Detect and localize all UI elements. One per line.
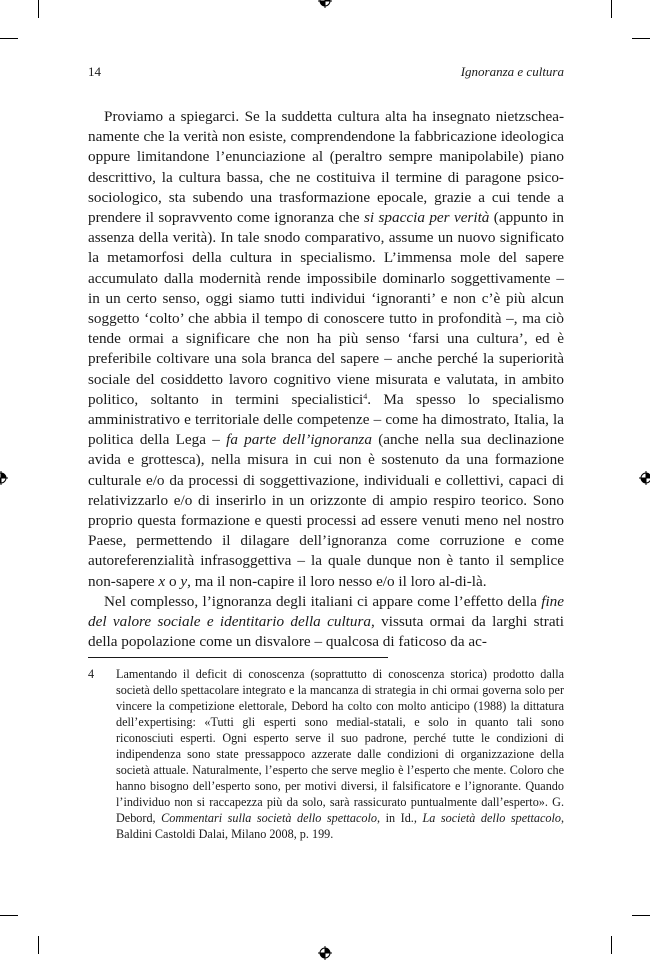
registration-mark-icon (318, 946, 332, 960)
running-title: Ignoranza e cultura (460, 64, 564, 79)
text-run: (appunto in assenza della verità). In tale snodo comparativo, assume un nuovo significato la metamorfosi della cultura in specialismo. L’immensa mole del sapere accumulato dalla modernità rende impossibile dominarlo soggettivamente – in un certo senso, oggi siamo tutti individui ‘ignoranti’ e non c’è più alcun soggetto ‘colto’ che abbia il tempo di conoscere tutto in profondità –, ma ciò tende ormai a significare che non ha più senso ‘farsi una cultura’, ed è preferibile coltivare una sola branca del sapere – anche perché la superiorità sociale del cosiddetto lavoro cognitivo viene misurata e valutata, in ambito politico, soltanto in termini specialistici (88, 209, 564, 408)
footnote-separator (88, 657, 388, 658)
text-run: (anche nella sua declinazione avida e grottesca), nella misura in cui non è sostenuto da una formazione culturale e/o da processi di soggettivazione, individuali e collettivi, capaci di relativizzarlo e/o di inserirlo in un orizzonte di ampio respiro teorico. Sono proprio questa formazione e questi processi ad essere venuti meno nel nostro Paese, permettendo il dilagare dell’ignoranza come corruzione e come autoreferenzialità infrasoggettiva – la quale dunque non è tanto il semplice non-sapere (88, 431, 565, 590)
paragraph (88, 107, 564, 592)
crop-mark (611, 0, 612, 18)
text-run: Lamentando il deficit di conoscenza (soprattutto di conoscenza storica) prodotto dalla società dello spettacolare integrato e la mancanza di strategia in chi ormai governa solo per vincere la competizione elettorale, Debord ha colto con molto anticipo (1988) la dittatura dell’expertising: «Tutti gli esperti sono medial-statali, e solo in quanto tali sono riconosciuti esperti. Ogni esperto serve il suo padrone, perché tutte le condizioni di indipendenza sono state pressappoco azzerate dalle condizioni di organizzazione della società attuale. Naturalmente, l’esperto che serve meglio è l’esperto che mente. Coloro che hanno bisogno dell’esperto sono, per motivi diversi, il falsificatore e l’ignorante. Quando l’individuo non si raccapezza più da solo, sarà rassicurato puntualmente dall’esperto». G. Debord, (116, 667, 564, 825)
page-number: 14 (88, 64, 101, 79)
footnote-number: 4 (88, 667, 95, 681)
italic-run: fa parte dell’ignoranza (226, 431, 372, 449)
registration-mark-icon (318, 0, 332, 8)
crop-mark (38, 936, 39, 954)
italic-run: si spaccia per verità (364, 209, 490, 227)
italic-run: x (158, 572, 166, 590)
italic-run: Commentari sulla società dello spettacolo (161, 811, 377, 825)
footnote-reference[interactable]: 4 (363, 391, 368, 401)
text-run: , vissuta ormai da larghi strati della popolazione come un disvalore – qualcosa di faticoso da ac- (88, 613, 564, 651)
text-run: , ma il non-capire il loro nesso e/o il loro al-di-là. (187, 572, 487, 590)
body-text (88, 107, 564, 652)
text-run: o (165, 572, 181, 590)
crop-mark (0, 38, 18, 39)
text-run: Nel complesso, l’ignoranza degli italiani ci appare come l’effetto della (104, 592, 542, 610)
text-run: , in Id., (377, 811, 423, 825)
crop-mark (38, 0, 39, 18)
footnote (88, 666, 564, 842)
footnote-text (116, 666, 564, 842)
running-header (88, 64, 564, 82)
registration-mark-icon (639, 471, 650, 485)
text-run: . Ma spesso lo specialismo amministrativo e territoriale delle competenze – come ha dimostrato, Italia, la politica della Lega – (88, 390, 564, 449)
italic-run: La società dello spettacolo (422, 811, 561, 825)
crop-mark (611, 936, 612, 954)
text-run: , Baldini Castoldi Dalai, Milano 2008, p. 199. (116, 811, 564, 841)
crop-mark (0, 915, 18, 916)
registration-mark-icon (0, 471, 8, 485)
italic-run: fine del valore sociale e identitario della cultura (88, 592, 564, 631)
paragraph (88, 592, 564, 653)
text-run: Proviamo a spiegarci. Se la suddetta cultura alta ha insegnato nietzscheanamente che la verità non esiste, comprendendone la fabbricazione ideologica oppure limitandone l’enunciazione al (peraltro sempre manipolabile) piano descrittivo, la cultura bassa, che ne costituiva il termine di paragone psico-sociologico, sta subendo una trasformazione epocale, grazie a cui tende a prendere il sopravvento come ignoranza che (88, 108, 564, 227)
italic-run: y (180, 572, 188, 590)
crop-mark (632, 38, 650, 39)
crop-mark (632, 915, 650, 916)
